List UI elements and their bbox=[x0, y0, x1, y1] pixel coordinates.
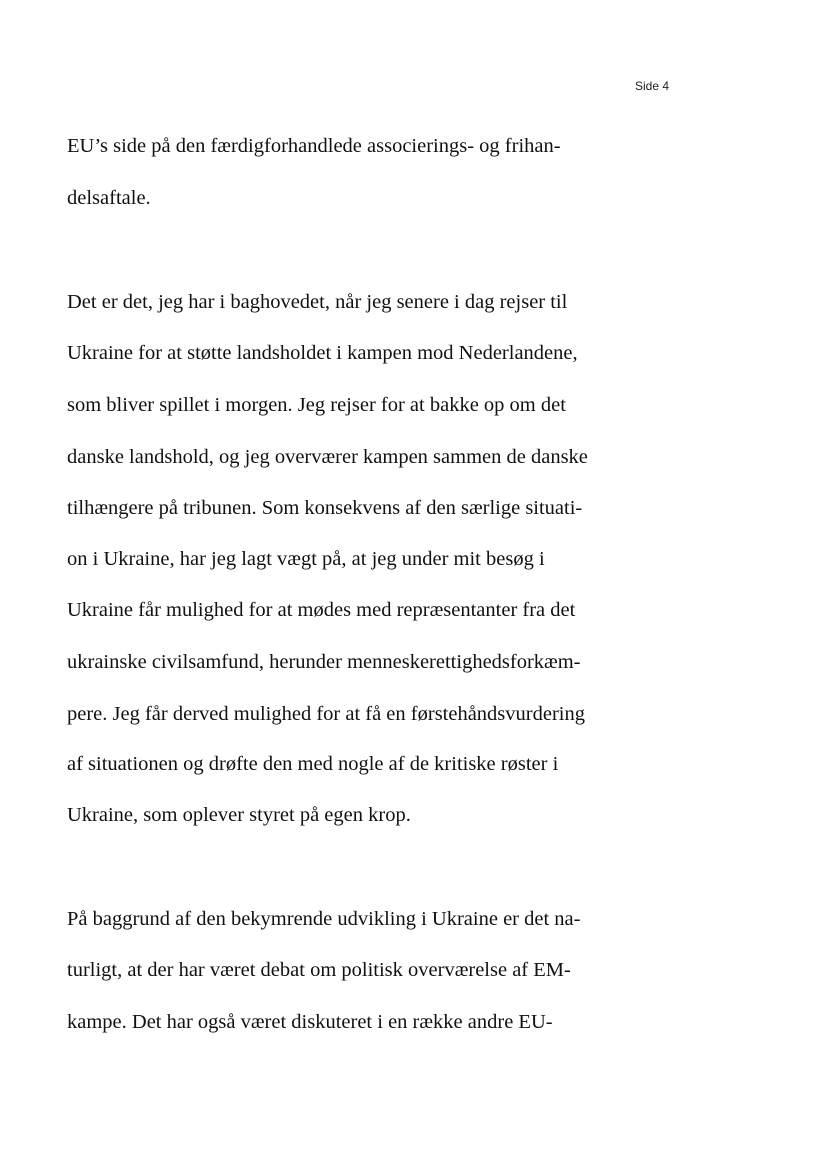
text-line: Ukraine, som oplever styret på egen krop. bbox=[67, 804, 411, 826]
text-line: EU’s side på den færdigforhandlede associerings- og frihan- bbox=[67, 135, 561, 157]
text-line: ukrainske civilsamfund, herunder menneskerettighedsforkæm- bbox=[67, 651, 581, 673]
text-line: delsaftale. bbox=[67, 187, 151, 209]
text-line: kampe. Det har også været diskuteret i en række andre EU- bbox=[67, 1011, 553, 1033]
text-line: tilhængere på tribunen. Som konsekvens af den særlige situati- bbox=[67, 497, 583, 519]
text-line: on i Ukraine, har jeg lagt vægt på, at jeg under mit besøg i bbox=[67, 548, 545, 570]
text-line: pere. Jeg får derved mulighed for at få en førstehåndsvurdering bbox=[67, 703, 585, 725]
page-number: Side 4 bbox=[635, 79, 670, 93]
text-line: Ukraine for at støtte landsholdet i kampen mod Nederlandene, bbox=[67, 342, 578, 364]
text-line: Ukraine får mulighed for at mødes med repræsentanter fra det bbox=[67, 599, 576, 621]
text-line: Det er det, jeg har i baghovedet, når jeg senere i dag rejser til bbox=[67, 291, 568, 313]
text-line: af situationen og drøfte den med nogle af de kritiske røster i bbox=[67, 753, 559, 775]
text-line: turligt, at der har været debat om politisk overværelse af EM- bbox=[67, 959, 571, 981]
text-line: danske landshold, og jeg overværer kampen sammen de danske bbox=[67, 446, 588, 468]
text-line: som bliver spillet i morgen. Jeg rejser for at bakke op om det bbox=[67, 394, 566, 416]
text-line: På baggrund af den bekymrende udvikling i Ukraine er det na- bbox=[67, 908, 581, 930]
